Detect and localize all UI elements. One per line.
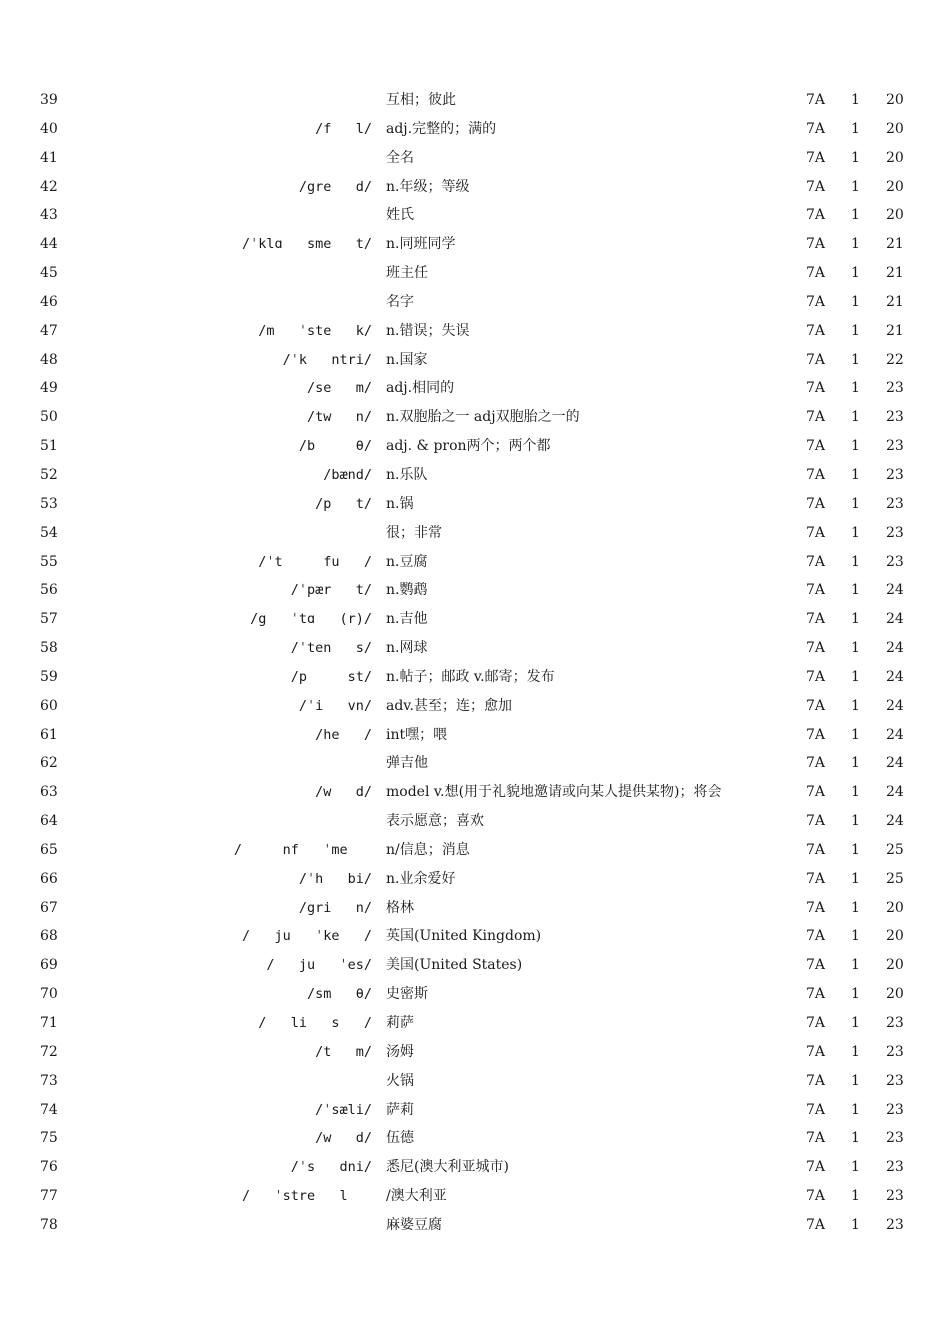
grade-label: 7A <box>806 582 826 599</box>
unit-number: 1 <box>851 495 860 512</box>
unit-number: 1 <box>851 1043 860 1060</box>
phonetic-transcription: /he / <box>315 726 372 743</box>
unit-number: 1 <box>851 265 860 282</box>
row-number: 76 <box>40 1159 58 1176</box>
row-number: 68 <box>40 928 58 945</box>
phonetic-transcription: /g ˈtɑ (r)/ <box>250 611 372 628</box>
row-number: 75 <box>40 1130 58 1147</box>
table-row <box>0 836 950 865</box>
table-row <box>0 1038 950 1067</box>
table-row <box>0 922 950 951</box>
meaning-text: 伍德 <box>386 1130 414 1147</box>
unit-number: 1 <box>851 409 860 426</box>
row-number: 71 <box>40 1015 58 1031</box>
row-number: 47 <box>40 322 58 339</box>
page-number: 23 <box>886 1101 904 1118</box>
phonetic-transcription: /gre d/ <box>298 178 372 195</box>
row-number: 55 <box>40 553 58 570</box>
grade-label: 7A <box>806 524 826 541</box>
table-row <box>0 230 950 259</box>
page-number: 24 <box>886 697 904 714</box>
unit-number: 1 <box>851 726 860 743</box>
grade-label: 7A <box>806 380 826 397</box>
page-number: 25 <box>886 841 904 858</box>
meaning-text: n.业余爱好 <box>386 870 456 887</box>
grade-label: 7A <box>806 1072 826 1089</box>
grade-label: 7A <box>806 813 826 830</box>
meaning-text: n.同班同学 <box>386 236 456 253</box>
meaning-text: n.锅 <box>386 495 414 512</box>
meaning-text: 班主任 <box>386 265 428 282</box>
unit-number: 1 <box>851 1130 860 1147</box>
page-number: 24 <box>886 784 904 801</box>
phonetic-transcription: /ˈten s/ <box>290 640 372 657</box>
table-row <box>0 548 950 577</box>
page-number: 23 <box>886 553 904 570</box>
table-row <box>0 173 950 202</box>
table-row <box>0 115 950 144</box>
grade-label: 7A <box>806 784 826 801</box>
page-number: 20 <box>886 207 904 224</box>
row-number: 72 <box>40 1043 58 1060</box>
grade-label: 7A <box>806 726 826 743</box>
meaning-text: adj.相同的 <box>386 380 455 397</box>
meaning-text: 姓氏 <box>386 207 414 224</box>
page-number: 20 <box>886 986 904 1003</box>
phonetic-transcription: /f l/ <box>315 120 372 137</box>
meaning-text: n.年级；等级 <box>386 178 470 195</box>
meaning-text: n.乐队 <box>386 466 428 483</box>
page-number: 25 <box>886 870 904 887</box>
table-row <box>0 432 950 461</box>
row-number: 54 <box>40 524 58 541</box>
meaning-text: n.吉他 <box>386 611 428 628</box>
grade-label: 7A <box>806 1043 826 1060</box>
table-row <box>0 980 950 1009</box>
row-number: 42 <box>40 178 58 195</box>
grade-label: 7A <box>806 640 826 657</box>
phonetic-transcription: /ˈsæli/ <box>315 1101 372 1118</box>
phonetic-transcription: / ju ˈes/ <box>266 957 372 974</box>
grade-label: 7A <box>806 668 826 685</box>
meaning-text: n.豆腐 <box>386 553 428 570</box>
grade-label: 7A <box>806 178 826 195</box>
row-number: 46 <box>40 293 58 310</box>
row-number: 63 <box>40 784 58 801</box>
grade-label: 7A <box>806 409 826 426</box>
grade-label: 7A <box>806 293 826 310</box>
row-number: 43 <box>40 207 58 224</box>
grade-label: 7A <box>806 265 826 282</box>
meaning-text: /澳大利亚 <box>386 1188 447 1205</box>
meaning-text: n/信息；消息 <box>386 841 470 858</box>
meaning-text: int嘿；喂 <box>386 726 448 743</box>
phonetic-transcription: /ˈk ntri/ <box>282 351 372 368</box>
meaning-text: 美国(United States) <box>386 957 523 974</box>
grade-label: 7A <box>806 553 826 570</box>
table-row <box>0 288 950 317</box>
page-number: 24 <box>886 668 904 685</box>
unit-number: 1 <box>851 1188 860 1205</box>
page-number: 20 <box>886 120 904 137</box>
unit-number: 1 <box>851 351 860 368</box>
row-number: 66 <box>40 870 58 887</box>
page-number: 21 <box>886 293 904 310</box>
table-row <box>0 576 950 605</box>
table-row <box>0 317 950 346</box>
row-number: 61 <box>40 726 58 743</box>
grade-label: 7A <box>806 986 826 1003</box>
page-number: 23 <box>886 380 904 397</box>
grade-label: 7A <box>806 928 826 945</box>
phonetic-transcription: /ˈs dni/ <box>290 1159 372 1176</box>
meaning-text: model v.想(用于礼貌地邀请或向某人提供某物)；将会 <box>386 784 722 801</box>
page-number: 24 <box>886 726 904 743</box>
phonetic-transcription: /t m/ <box>315 1043 372 1060</box>
meaning-text: n.网球 <box>386 640 428 657</box>
grade-label: 7A <box>806 899 826 916</box>
phonetic-transcription: /ˈh bi/ <box>298 870 372 887</box>
row-number: 52 <box>40 466 58 483</box>
table-row <box>0 374 950 403</box>
table-row <box>0 1096 950 1125</box>
page-number: 20 <box>886 957 904 974</box>
page-number: 23 <box>886 524 904 541</box>
grade-label: 7A <box>806 1130 826 1147</box>
phonetic-transcription: /tw n/ <box>306 409 372 426</box>
unit-number: 1 <box>851 178 860 195</box>
page-number: 22 <box>886 351 904 368</box>
row-number: 41 <box>40 149 58 166</box>
unit-number: 1 <box>851 149 860 166</box>
table-row <box>0 1124 950 1153</box>
meaning-text: 史密斯 <box>386 986 428 1003</box>
phonetic-transcription: /w d/ <box>315 784 372 801</box>
page-number: 20 <box>886 149 904 166</box>
table-row <box>0 692 950 721</box>
table-row <box>0 86 950 115</box>
meaning-text: n.双胞胎之一 adj双胞胎之一的 <box>386 409 580 426</box>
page-number: 24 <box>886 582 904 599</box>
page-number: 23 <box>886 1188 904 1205</box>
grade-label: 7A <box>806 466 826 483</box>
phonetic-transcription: / ˈstre l <box>241 1188 372 1205</box>
grade-label: 7A <box>806 438 826 455</box>
unit-number: 1 <box>851 841 860 858</box>
meaning-text: 表示愿意；喜欢 <box>386 813 484 830</box>
table-row <box>0 749 950 778</box>
row-number: 51 <box>40 438 58 455</box>
unit-number: 1 <box>851 928 860 945</box>
row-number: 40 <box>40 120 58 137</box>
phonetic-transcription: /ˈi vn/ <box>298 697 372 714</box>
page-number: 24 <box>886 813 904 830</box>
phonetic-transcription: /b θ/ <box>298 438 372 455</box>
phonetic-transcription: / nf ˈme <box>233 841 372 858</box>
page-number: 24 <box>886 611 904 628</box>
grade-label: 7A <box>806 322 826 339</box>
row-number: 60 <box>40 697 58 714</box>
grade-label: 7A <box>806 1101 826 1118</box>
table-row <box>0 490 950 519</box>
page-number: 21 <box>886 265 904 282</box>
row-number: 39 <box>40 92 58 108</box>
page-number: 21 <box>886 322 904 339</box>
phonetic-transcription: /sm θ/ <box>306 986 372 1003</box>
row-number: 57 <box>40 611 58 628</box>
table-row <box>0 1211 950 1240</box>
meaning-text: adj. & pron两个；两个都 <box>386 438 551 455</box>
page-number: 23 <box>886 1015 904 1031</box>
row-number: 67 <box>40 899 58 916</box>
row-number: 69 <box>40 957 58 974</box>
unit-number: 1 <box>851 236 860 253</box>
grade-label: 7A <box>806 120 826 137</box>
meaning-text: n.帖子；邮政 v.邮寄；发布 <box>386 668 555 685</box>
phonetic-transcription: /p t/ <box>315 495 372 512</box>
grade-label: 7A <box>806 1188 826 1205</box>
grade-label: 7A <box>806 236 826 253</box>
phonetic-transcription: /m ˈste k/ <box>258 322 372 339</box>
unit-number: 1 <box>851 697 860 714</box>
unit-number: 1 <box>851 1101 860 1118</box>
unit-number: 1 <box>851 92 860 108</box>
table-row <box>0 778 950 807</box>
table-row <box>0 721 950 750</box>
row-number: 70 <box>40 986 58 1003</box>
meaning-text: 莉萨 <box>386 1015 414 1031</box>
grade-label: 7A <box>806 1216 826 1233</box>
unit-number: 1 <box>851 1072 860 1089</box>
unit-number: 1 <box>851 957 860 974</box>
page-number: 23 <box>886 1216 904 1233</box>
unit-number: 1 <box>851 438 860 455</box>
table-row <box>0 1067 950 1096</box>
unit-number: 1 <box>851 207 860 224</box>
table-row <box>0 894 950 923</box>
table-row <box>0 201 950 230</box>
meaning-text: 互相；彼此 <box>386 92 456 108</box>
unit-number: 1 <box>851 1216 860 1233</box>
page-number: 20 <box>886 899 904 916</box>
unit-number: 1 <box>851 668 860 685</box>
unit-number: 1 <box>851 1015 860 1031</box>
table-row <box>0 519 950 548</box>
page-number: 24 <box>886 755 904 772</box>
page-number: 23 <box>886 1072 904 1089</box>
row-number: 44 <box>40 236 58 253</box>
unit-number: 1 <box>851 120 860 137</box>
phonetic-transcription: /p st/ <box>290 668 372 685</box>
unit-number: 1 <box>851 466 860 483</box>
row-number: 77 <box>40 1188 58 1205</box>
row-number: 53 <box>40 495 58 512</box>
grade-label: 7A <box>806 207 826 224</box>
grade-label: 7A <box>806 1159 826 1176</box>
row-number: 58 <box>40 640 58 657</box>
phonetic-transcription: /w d/ <box>315 1130 372 1147</box>
meaning-text: 麻婆豆腐 <box>386 1216 442 1233</box>
unit-number: 1 <box>851 784 860 801</box>
phonetic-transcription: /ˈklɑ sme t/ <box>241 236 372 253</box>
phonetic-transcription: /ˈpær t/ <box>290 582 372 599</box>
unit-number: 1 <box>851 553 860 570</box>
grade-label: 7A <box>806 351 826 368</box>
table-row <box>0 144 950 173</box>
unit-number: 1 <box>851 899 860 916</box>
grade-label: 7A <box>806 611 826 628</box>
row-number: 65 <box>40 841 58 858</box>
grade-label: 7A <box>806 495 826 512</box>
unit-number: 1 <box>851 524 860 541</box>
meaning-text: 火锅 <box>386 1072 414 1089</box>
phonetic-transcription: / ju ˈke / <box>241 928 372 945</box>
meaning-text: n.国家 <box>386 351 428 368</box>
table-row <box>0 1009 950 1038</box>
page-number: 24 <box>886 640 904 657</box>
row-number: 49 <box>40 380 58 397</box>
grade-label: 7A <box>806 841 826 858</box>
table-row <box>0 461 950 490</box>
page-number: 23 <box>886 1130 904 1147</box>
unit-number: 1 <box>851 986 860 1003</box>
row-number: 78 <box>40 1216 58 1233</box>
grade-label: 7A <box>806 697 826 714</box>
grade-label: 7A <box>806 92 826 108</box>
unit-number: 1 <box>851 813 860 830</box>
table-row <box>0 1153 950 1182</box>
unit-number: 1 <box>851 611 860 628</box>
phonetic-transcription: /bænd/ <box>323 466 372 483</box>
unit-number: 1 <box>851 293 860 310</box>
table-row <box>0 951 950 980</box>
page-number: 23 <box>886 466 904 483</box>
unit-number: 1 <box>851 870 860 887</box>
phonetic-transcription: / li s / <box>258 1015 372 1031</box>
page-number: 20 <box>886 178 904 195</box>
table-row <box>0 663 950 692</box>
table-row <box>0 807 950 836</box>
phonetic-transcription: /se m/ <box>306 380 372 397</box>
meaning-text: adj.完整的；满的 <box>386 120 497 137</box>
unit-number: 1 <box>851 1159 860 1176</box>
table-row <box>0 605 950 634</box>
row-number: 56 <box>40 582 58 599</box>
meaning-text: 弹吉他 <box>386 755 428 772</box>
phonetic-transcription: /gri n/ <box>298 899 372 916</box>
meaning-text: 英国(United Kingdom) <box>386 928 542 945</box>
table-row <box>0 634 950 663</box>
grade-label: 7A <box>806 1015 826 1031</box>
row-number: 74 <box>40 1101 58 1118</box>
meaning-text: 全名 <box>386 149 414 166</box>
grade-label: 7A <box>806 755 826 772</box>
unit-number: 1 <box>851 380 860 397</box>
meaning-text: adv.甚至；连；愈加 <box>386 697 513 714</box>
table-row <box>0 1182 950 1211</box>
vocabulary-table <box>0 86 950 1240</box>
unit-number: 1 <box>851 640 860 657</box>
meaning-text: 悉尼(澳大利亚城市) <box>386 1159 509 1176</box>
phonetic-transcription: /ˈt fu / <box>258 553 372 570</box>
page-number: 23 <box>886 409 904 426</box>
page-number: 20 <box>886 92 904 108</box>
row-number: 48 <box>40 351 58 368</box>
grade-label: 7A <box>806 957 826 974</box>
unit-number: 1 <box>851 755 860 772</box>
page-number: 23 <box>886 438 904 455</box>
meaning-text: 萨莉 <box>386 1101 414 1118</box>
row-number: 59 <box>40 668 58 685</box>
row-number: 50 <box>40 409 58 426</box>
meaning-text: n.鹦鹉 <box>386 582 428 599</box>
row-number: 45 <box>40 265 58 282</box>
page-number: 23 <box>886 495 904 512</box>
table-row <box>0 259 950 288</box>
row-number: 73 <box>40 1072 58 1089</box>
meaning-text: 汤姆 <box>386 1043 414 1060</box>
meaning-text: n.错误；失误 <box>386 322 470 339</box>
page-number: 20 <box>886 928 904 945</box>
table-row <box>0 346 950 375</box>
meaning-text: 很；非常 <box>386 524 442 541</box>
row-number: 62 <box>40 755 58 772</box>
page-number: 23 <box>886 1043 904 1060</box>
meaning-text: 格林 <box>386 899 414 916</box>
page-number: 23 <box>886 1159 904 1176</box>
row-number: 64 <box>40 813 58 830</box>
table-row <box>0 403 950 432</box>
unit-number: 1 <box>851 322 860 339</box>
meaning-text: 名字 <box>386 293 414 310</box>
table-row <box>0 865 950 894</box>
grade-label: 7A <box>806 870 826 887</box>
page-number: 21 <box>886 236 904 253</box>
grade-label: 7A <box>806 149 826 166</box>
unit-number: 1 <box>851 582 860 599</box>
